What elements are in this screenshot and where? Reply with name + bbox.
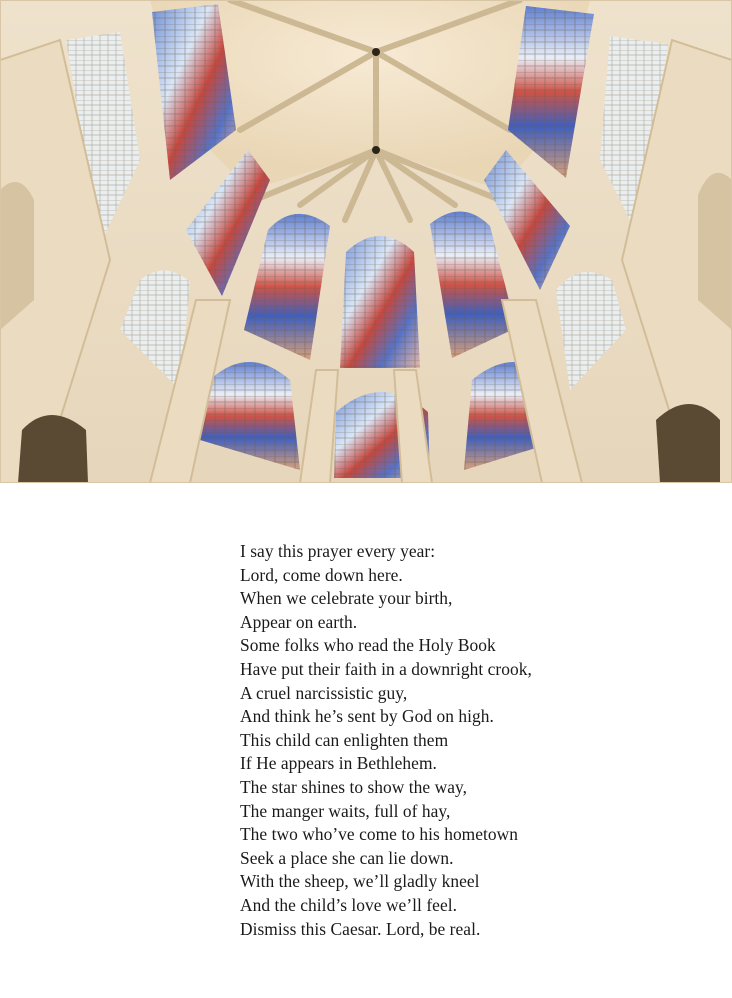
poem-line: The two who’ve come to his hometown — [240, 824, 519, 845]
poem-line: And think he’s sent by God on high. — [240, 706, 494, 727]
poem-line: A cruel narcissistic guy, — [240, 682, 408, 703]
poem-line: This child can enlighten them — [240, 729, 449, 750]
cathedral-photo — [0, 0, 732, 483]
poem-line: The star shines to show the way, — [240, 776, 467, 797]
poem-text — [240, 540, 700, 941]
poem-line: Lord, come down here. — [240, 564, 403, 585]
poem-line: Seek a place she can lie down. — [240, 847, 454, 868]
poem-line: When we celebrate your birth, — [240, 588, 453, 609]
poem-line: If He appears in Bethlehem. — [240, 753, 437, 774]
poem-line: Some folks who read the Holy Book — [240, 635, 496, 656]
poem-line: Have put their faith in a downright crook, — [240, 658, 532, 679]
cathedral-illustration — [0, 0, 732, 483]
poem-line: And the child’s love we’ll feel. — [240, 894, 457, 915]
poem-line: With the sheep, we’ll gladly kneel — [240, 871, 480, 892]
poem-line: I say this prayer every year: — [240, 541, 436, 561]
poem-line: The manger waits, full of hay, — [240, 800, 451, 821]
poem-line: Appear on earth. — [240, 611, 358, 632]
poem-line: Dismiss this Caesar. Lord, be real. — [240, 918, 481, 939]
